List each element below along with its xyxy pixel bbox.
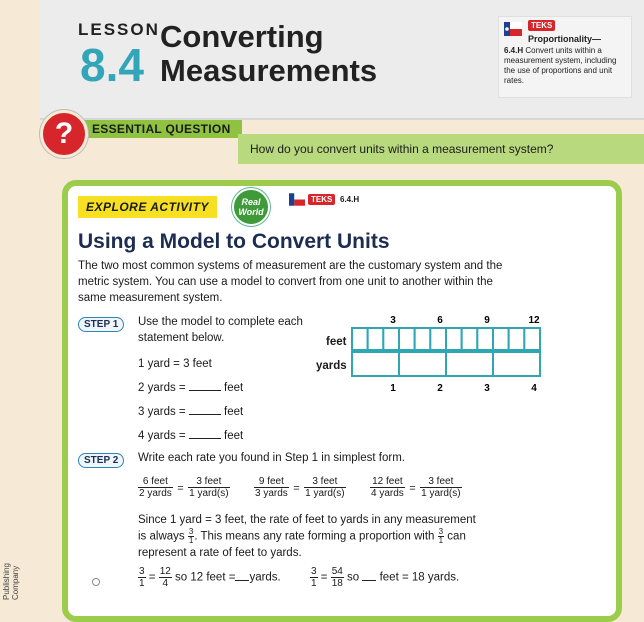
bar-model — [348, 310, 548, 402]
answer-blank[interactable] — [189, 404, 221, 415]
step2-badge: STEP 2 — [78, 450, 124, 468]
feet-box — [524, 328, 540, 350]
statement-2: 2 yards = feet — [138, 382, 244, 394]
lesson-title-line1: Converting — [160, 19, 324, 54]
yard-tick-label: 3 — [484, 383, 490, 394]
feet-tick-label: 9 — [484, 315, 490, 326]
answer-blank[interactable] — [189, 428, 221, 439]
feet-box — [430, 328, 446, 350]
teks-description-text: Convert units within a measurement system, including the use of proportions and unit rates. — [504, 46, 617, 85]
yard-box — [493, 352, 540, 376]
yard-tick-label: 1 — [390, 383, 396, 394]
real-world-icon: Real World — [232, 188, 270, 226]
lesson-number: 8.4 — [80, 39, 144, 91]
texas-flag-icon-small — [289, 193, 305, 206]
lesson-title-line2: Measurements — [160, 53, 378, 88]
feet-box — [368, 328, 384, 350]
teks-badge-small: TEKS — [308, 194, 335, 205]
yard-tick-label: 4 — [531, 383, 537, 394]
teks-badge: TEKS — [528, 20, 555, 31]
texas-flag-icon — [504, 22, 522, 36]
feet-box — [399, 328, 415, 350]
feet-row-label: feet — [326, 336, 347, 348]
feet-box — [509, 328, 525, 350]
answer-blank[interactable] — [235, 570, 249, 581]
statement-1: 1 yard = 3 feet — [138, 358, 212, 370]
feet-tick-label: 6 — [437, 315, 443, 326]
feet-box — [446, 328, 462, 350]
rate-3: $\frac{\text{12 feet}}{\text{4 yards}}$ = $\frac{\text{3 feet}}{\text{1 yard(s)}}$ — [371, 476, 461, 499]
lesson-word: LESSON — [78, 20, 160, 39]
feet-box — [477, 328, 493, 350]
answer-blank[interactable] — [362, 570, 376, 581]
equation-2: $\frac{3}{1}$ = $\frac{54}{18}$ so feet = 18 yards. — [311, 566, 460, 589]
margin-circle — [92, 578, 100, 586]
step1-instruction: Use the model to complete each statement below. — [138, 316, 303, 344]
yard-box — [399, 352, 446, 376]
feet-box — [493, 328, 509, 350]
feet-box — [352, 328, 368, 350]
feet-tick-label: 3 — [390, 315, 396, 326]
yard-box — [352, 352, 399, 376]
feet-box — [462, 328, 478, 350]
step1-badge: STEP 1 — [78, 314, 124, 332]
answer-blank[interactable] — [189, 380, 221, 391]
statement-3: 3 yards = feet — [138, 406, 244, 418]
statement-4: 4 yards = feet — [138, 430, 244, 442]
lesson-title — [160, 20, 377, 88]
yard-box — [446, 352, 493, 376]
rate-1: $\frac{\text{6 feet}}{\text{2 yards}}$ = $\frac{\text{3 feet}}{\text{1 yard(s)}}$ — [139, 476, 229, 499]
feet-box — [415, 328, 431, 350]
essential-question-label: ESSENTIAL QUESTION — [92, 122, 231, 136]
yards-row-label: yards — [316, 360, 347, 372]
intro-paragraph: The two most common systems of measurement are the customary system and the metric system. You can use a model to convert from one unit to another within the same measurement system. — [78, 260, 503, 304]
feet-tick-label: 12 — [528, 315, 540, 326]
yard-tick-label: 2 — [437, 383, 443, 394]
feet-box — [383, 328, 399, 350]
step2-instruction: Write each rate you found in Step 1 in simplest form. — [138, 452, 405, 464]
explore-activity-label: EXPLORE ACTIVITY — [78, 196, 217, 218]
teks-standard: 6.4.H — [340, 195, 360, 204]
essential-question-text: How do you convert units within a measurement system? — [250, 142, 554, 156]
equation-1: $\frac{3}{1}$ = $\frac{12}{4}$ so 12 feet = yards. — [139, 566, 281, 589]
teks-code: 6.4.H — [504, 46, 524, 55]
since-paragraph: Since 1 yard = 3 feet, the rate of feet to yards in any measurement is always $\frac{3}{1}$ . This means any rate forming a proportion with $\frac{3}{1}$ can represent a rate of feet to yards. — [138, 514, 476, 559]
teks-description — [504, 46, 626, 86]
sidebar-publisher: Publishing Company — [2, 563, 20, 600]
teks-title: Proportionality— — [528, 34, 602, 44]
rate-2: $\frac{\text{9 feet}}{\text{3 yards}}$ = $\frac{\text{3 feet}}{\text{1 yard(s)}}$ — [255, 476, 345, 499]
section-title: Using a Model to Convert Units — [78, 230, 390, 253]
question-mark-icon: ? — [40, 110, 88, 158]
